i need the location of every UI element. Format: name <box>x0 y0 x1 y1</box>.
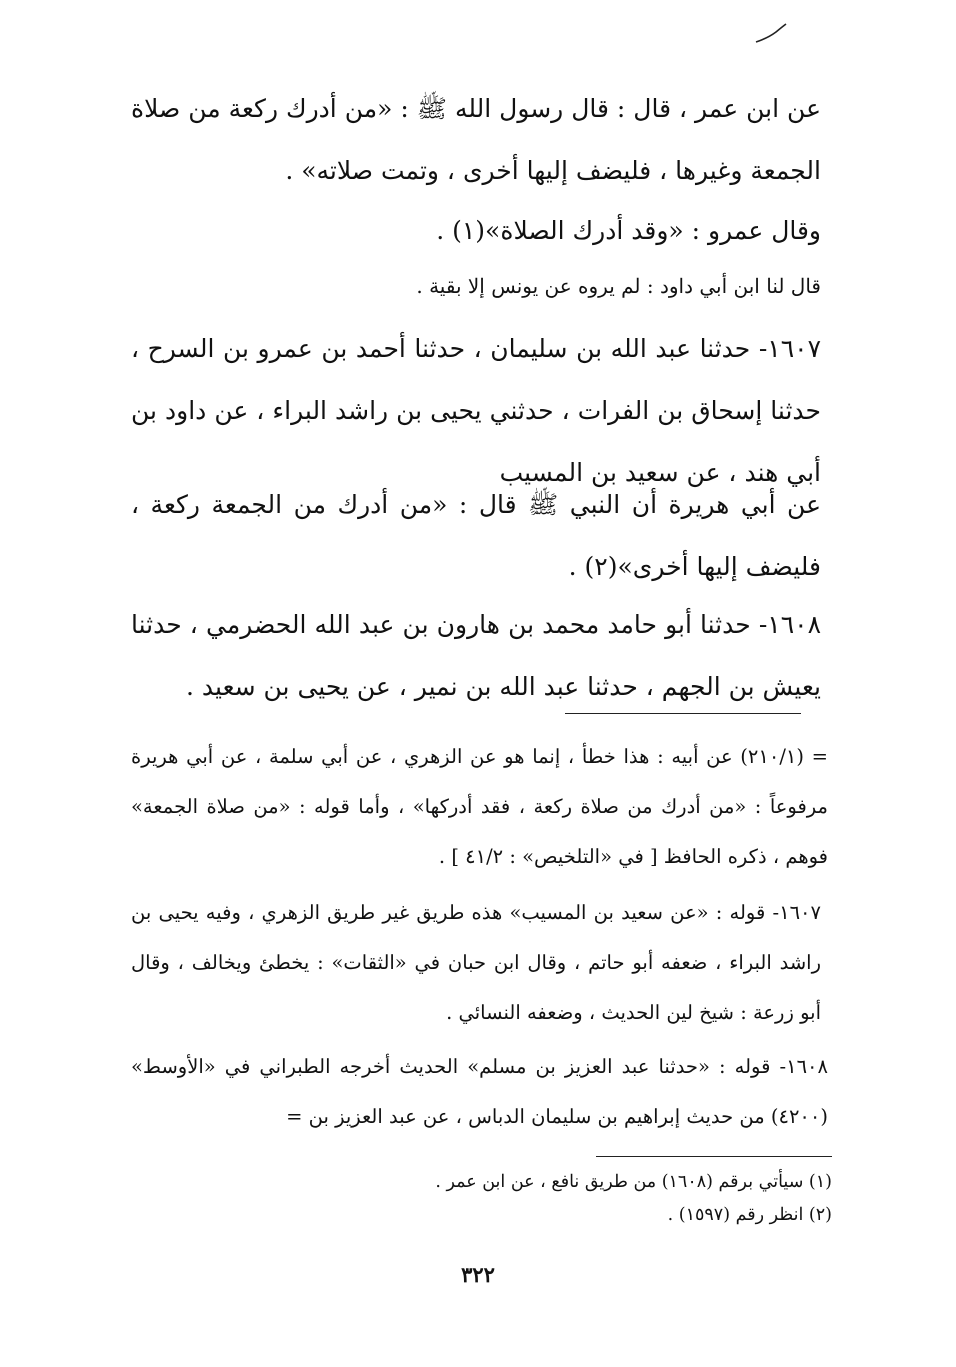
hadith-ibn-umar: عن ابن عمر ، قال : قال رسول الله ﷺ : «من أدرك ركعة من صلاة الجمعة وغيرها ، فليضف إليها أخرى ، وتمت صلاته» . <box>131 94 821 185</box>
isnad-1607: ١٦٠٧- حدثنا عبد الله بن سليمان ، حدثنا أحمد بن عمرو بن السرح ، حدثنا إسحاق بن الفرات ، حدثني يحيى بن راشد البراء ، عن داود بن أبي هند ، عن سعيد بن المسيب <box>131 334 821 487</box>
footnote-1: (١) سيأتي برقم (١٦٠٨) من طريق نافع ، عن ابن عمر . <box>435 1172 832 1192</box>
page-number: ٣٢٢ <box>461 1262 495 1287</box>
footnote-divider <box>596 1156 832 1157</box>
commentary-divider <box>565 713 801 714</box>
footnote-2: (٢) انظر رقم (١٥٩٧) . <box>667 1205 832 1225</box>
hadith-abu-hurayra: عن أبي هريرة أن النبي ﷺ قال : «من أدرك من الجمعة ركعة ، فليضف إليها أخرى»(٢) . <box>131 490 821 581</box>
commentary-1608: ١٦٠٨- قوله : «حدثنا عبد العزيز بن مسلم» الحديث أخرجه الطبراني في «الأوسط» (٤٢٠٠) من حديث إبراهيم بن سليمان الدباس ، عن عبد العزيز بن = <box>131 1055 828 1128</box>
commentary-1607: ١٦٠٧- قوله : «عن سعيد بن المسيب» هذه طريق غير طريق الزهري ، وفيه يحيى بن راشد البراء ، ضعفه أبو حاتم ، وقال ابن حبان في «الثقات» : يخطئ ويخالف ، وقال أبو زرعة : شيخ لين الحديث ، وضعفه النسائي . <box>131 901 821 1024</box>
isnad-1608: ١٦٠٨- حدثنا أبو حامد محمد بن هارون بن عبد الله الحضرمي ، حدثنا يعيش بن الجهم ، حدثنا عبد الله بن نمير ، عن يحيى بن سعيد . <box>131 610 821 701</box>
commentary-continued: = (٢١٠/١) عن أبيه : هذا خطأ ، إنما هو عن الزهري ، عن أبي سلمة ، عن أبي هريرة مرفوعاً : «من أدرك من صلاة ركعة ، فقد أدركها» ، وأما قوله : «من صلاة الجمعة» فوهم ، ذكره الحافظ [ في «التلخيص» : ٤١/٢ ] . <box>131 745 828 868</box>
pen-mark <box>754 22 788 44</box>
amr-statement: وقال عمرو : «وقد أدرك الصلاة»(١) . <box>436 216 821 245</box>
ibn-abi-dawud-note: قال لنا ابن أبي داود : لم يروه عن يونس إلا بقية . <box>416 274 821 298</box>
